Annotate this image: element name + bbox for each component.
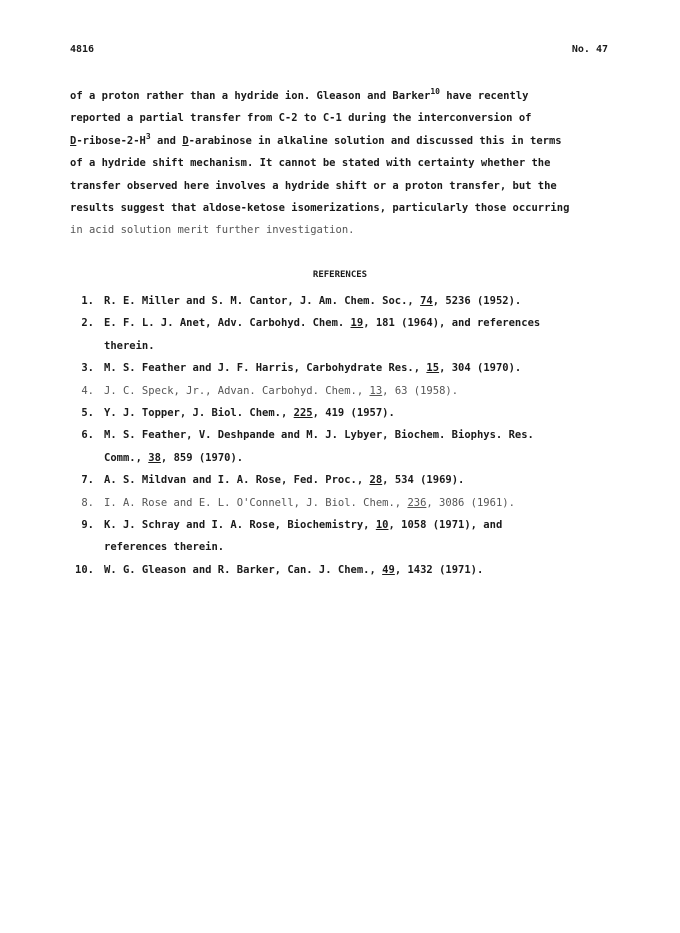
reference-item: 4. J. C. Speck, Jr., Advan. Carbohyd. Chem., 13, 63 (1958). xyxy=(70,380,615,402)
reference-volume: 49 xyxy=(382,563,395,576)
reference-item: 9. K. J. Schray and I. A. Rose, Biochemistry, 10, 1058 (1971), and references therein. xyxy=(70,514,615,559)
reference-volume: 19 xyxy=(350,317,364,330)
reference-volume: 38 xyxy=(148,451,161,464)
reference-item: 6. M. S. Feather, V. Deshpande and M. J. Lybyer, Biochem. Biophys. Res. Comm., 38, 859 (1970). xyxy=(70,424,615,469)
reference-volume: 13 xyxy=(369,384,383,397)
reference-volume: 236 xyxy=(407,496,427,509)
body-line: reported a partial transfer from C-2 to C-1 during the interconversion of xyxy=(70,112,532,125)
reference-number: 2. xyxy=(81,317,94,330)
body-line: results suggest that aldose-ketose isomerizations, particularly those occurring xyxy=(70,202,570,215)
reference-item: 8. I. A. Rose and E. L. O'Connell, J. Biol. Chem., 236, 3086 (1961). xyxy=(70,492,615,514)
references-heading: REFERENCES xyxy=(312,270,368,280)
reference-number: 6. xyxy=(81,429,94,442)
citation-superscript: 10 xyxy=(430,87,440,96)
body-line: $D-ribose-2-H^3$ and D-arabinose in alkaline solution and discussed this in terms xyxy=(70,131,562,147)
body-line: in acid solution merit further investigation. xyxy=(70,224,355,237)
reference-volume: 225 xyxy=(293,407,313,420)
reference-number: 3. xyxy=(81,362,94,375)
reference-number: 8. xyxy=(81,496,94,509)
reference-number: 5. xyxy=(81,407,94,420)
isotope-superscript: 3 xyxy=(145,131,151,141)
reference-number: 1. xyxy=(81,295,94,307)
reference-volume: 15 xyxy=(426,362,440,375)
issue-number: No. 47 xyxy=(571,44,608,55)
body-line: transfer observed here involves a hydride shift or a proton transfer, but the xyxy=(70,179,557,192)
body-paragraph xyxy=(70,85,615,242)
reference-item: 5. Y. J. Topper, J. Biol. Chem., 225, 419 (1957). xyxy=(70,402,615,424)
reference-item: 2. E. F. L. J. Anet, Adv. Carbohyd. Chem. 19, 181 (1964), and references therein. xyxy=(70,312,615,357)
reference-volume: 74 xyxy=(420,295,433,307)
reference-volume: 28 xyxy=(369,474,383,487)
reference-number: 10. xyxy=(75,563,94,576)
reference-number: 7. xyxy=(81,474,94,487)
reference-item: 3. M. S. Feather and J. F. Harris, Carbohydrate Res., 15, 304 (1970). xyxy=(70,357,615,379)
reference-volume: 10 xyxy=(375,519,389,532)
reference-number: 9. xyxy=(81,519,94,532)
body-line: of a hydride shift mechanism. It cannot be stated with certainty whether the xyxy=(70,157,551,170)
reference-item: 10. W. G. Gleason and R. Barker, Can. J. Chem., 49, 1432 (1971). xyxy=(70,559,615,581)
reference-item: 7. A. S. Mildvan and I. A. Rose, Fed. Proc., 28, 534 (1969). xyxy=(70,469,615,491)
body-line: of a proton rather than a hydride ion. Gleason and Barker$^{10}$ have recently xyxy=(70,87,529,102)
page-number: 4816 xyxy=(70,44,95,55)
references-list xyxy=(70,290,615,581)
reference-item: 1. R. E. Miller and S. M. Cantor, J. Am. Chem. Soc., 74, 5236 (1952). xyxy=(70,290,615,312)
reference-number: 4. xyxy=(81,384,94,397)
